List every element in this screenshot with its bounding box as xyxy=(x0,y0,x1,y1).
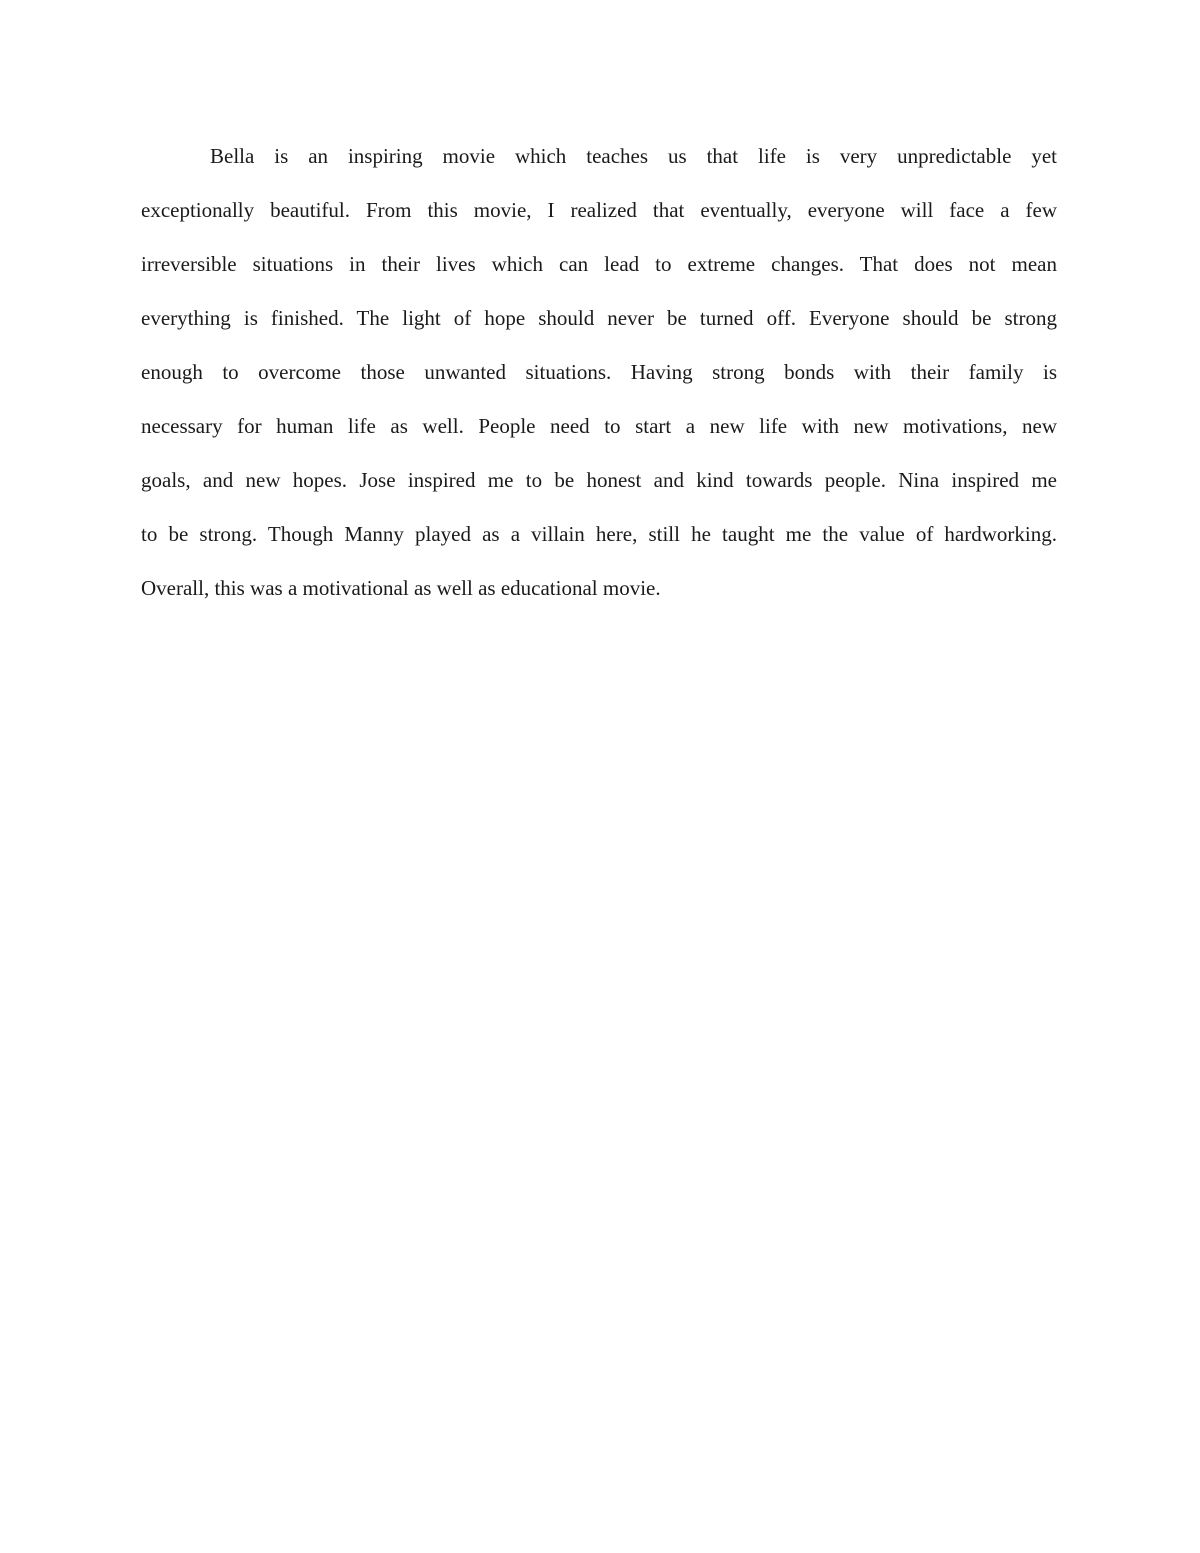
paragraph-line: goals, and new hopes. Jose inspired me to be honest and kind towards people. Nina inspired me xyxy=(141,468,1057,492)
paragraph-line: Bella is an inspiring movie which teaches us that life is very unpredictable yet xyxy=(210,144,1057,168)
paragraph-line: to be strong. Though Manny played as a villain here, still he taught me the value of hardworking. xyxy=(141,522,1057,546)
essay-paragraph xyxy=(141,129,1057,615)
paragraph-line: necessary for human life as well. People need to start a new life with new motivations, new xyxy=(141,414,1057,438)
paragraph-line: Overall, this was a motivational as well as educational movie. xyxy=(141,576,661,600)
paragraph-line: irreversible situations in their lives which can lead to extreme changes. That does not mean xyxy=(141,252,1057,276)
paragraph-line: enough to overcome those unwanted situations. Having strong bonds with their family is xyxy=(141,360,1057,384)
paragraph-line: everything is finished. The light of hope should never be turned off. Everyone should be strong xyxy=(141,306,1057,330)
paragraph-line: exceptionally beautiful. From this movie, I realized that eventually, everyone will face a few xyxy=(141,198,1057,222)
